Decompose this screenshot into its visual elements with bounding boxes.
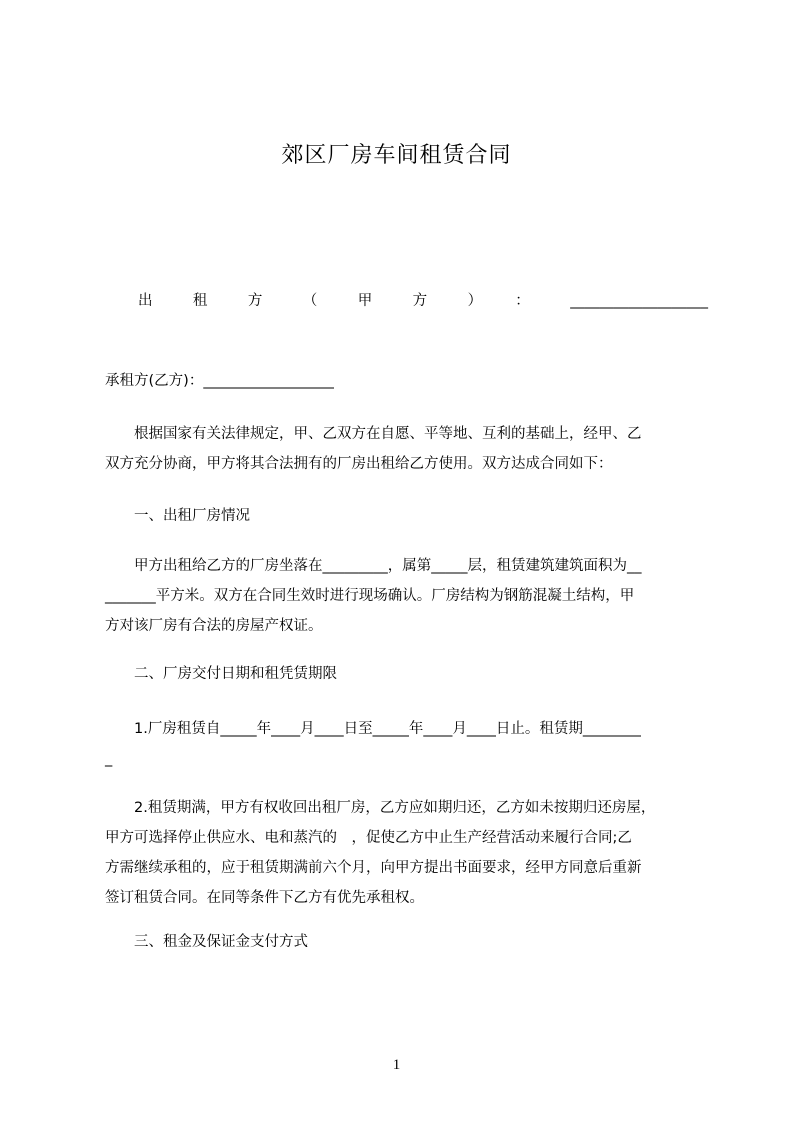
- section-1-heading: 一、出租厂房情况: [105, 508, 250, 524]
- lessor-line: 出租方（甲方）：___________________: [138, 293, 708, 309]
- section-1-paragraph: 甲方出租给乙方的厂房坐落在_________，属第_____层，租赁建筑建筑面积为__ _______平方米。双方在合同生效时进行现场确认。厂房结构为钢筋混凝土结构，甲 方对该厂房有合法的房屋产权证。: [105, 558, 642, 634]
- intro-paragraph: 根据国家有关法律规定，甲、乙双方在自愿、平等地、互利的基础上，经甲、乙 双方充分协商，甲方将其合法拥有的厂房出租给乙方使用。双方达成合同如下：: [105, 426, 642, 472]
- page-title: 郊区厂房车间租赁合同: [281, 143, 512, 168]
- section-2-heading: 二、厂房交付日期和租凭赁期限: [105, 666, 337, 682]
- page-number: 1: [392, 1057, 401, 1073]
- section-2-item-1: 1.厂房租赁自_____年____月____日至_____年____月____日止。租赁期________ _: [105, 721, 641, 767]
- section-2-item-2: 2.租赁期满，甲方有权收回出租厂房，乙方应如期归还，乙方如未按期归还房屋， 甲方可选择停止供应水、电和蒸汽的 ，促使乙方中止生产经营活动来履行合同;乙 方需继续承租的，应于租赁期满前六个月，向甲方提出书面要求，经甲方同意后重新 签订租赁合同。在同等条件下乙方有优先承租权。: [105, 800, 656, 906]
- lessee-line: 承租方(乙方)：__________________: [105, 373, 334, 389]
- section-3-heading: 三、租金及保证金支付方式: [105, 934, 308, 950]
